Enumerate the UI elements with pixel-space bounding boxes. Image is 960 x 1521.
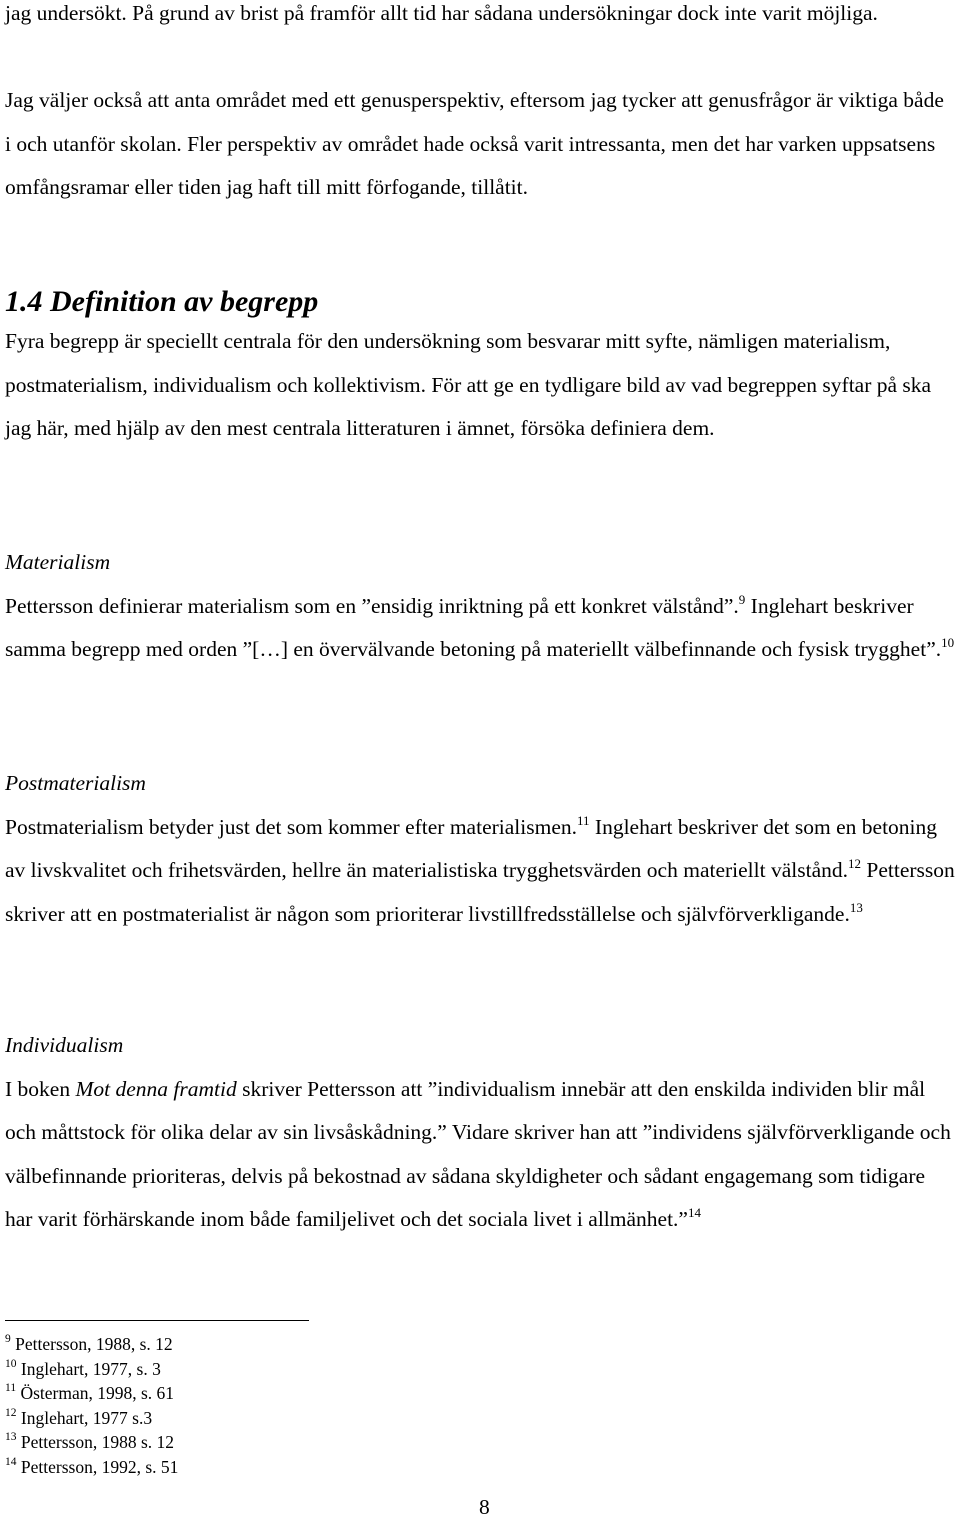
individualism-text-1: I boken (5, 1076, 76, 1101)
footnote-text: Pettersson, 1988 s. 12 (20, 1432, 174, 1452)
footnote-ref-10: 10 (941, 635, 955, 650)
materialism-paragraph (5, 585, 955, 672)
section-intro-paragraph: Fyra begrepp är speciellt centrala för den undersökning som besvarar mitt syfte, nämligen materialism, postmaterialism, individualism och kollektivism. För att ge en tydligare bild av vad begreppen syftar på ska jag här, med hjälp av den mest centrala litteraturen i ämnet, försöka definiera dem. (5, 329, 932, 440)
materialism-block (5, 541, 955, 672)
footnote-text: Pettersson, 1988, s. 12 (15, 1334, 173, 1354)
page-number: 8 (479, 1495, 490, 1519)
postmaterialism-text-3: Pettersson skriver att en postmaterialist är någon som prioriterar livstillfredsställelse och självförverkligande. (5, 858, 955, 926)
footnote-number: 14 (5, 1455, 17, 1468)
footnote-item (5, 1455, 605, 1480)
intro-block (5, 0, 955, 210)
footnote-item (5, 1430, 605, 1455)
footnote-divider (5, 1320, 309, 1321)
footnote-number: 13 (5, 1431, 17, 1443)
materialism-heading: Materialism (5, 550, 111, 574)
footnote-number: 10 (5, 1357, 17, 1370)
intro-paragraph-2: Jag väljer också att anta området med ett genusperspektiv, eftersom jag tycker att genusfrågor är viktiga både i och utanför skolan. Fler perspektiv av området hade också varit intressanta, men det har varken uppsatsens omfångsramar eller tiden jag haft till mitt förfogande, tillåtit. (5, 88, 944, 199)
footnotes-list (5, 1332, 605, 1479)
footnote-ref-14: 14 (687, 1205, 701, 1220)
footnote-item (5, 1381, 605, 1406)
book-title: Mot denna framtid (75, 1076, 237, 1101)
individualism-heading: Individualism (5, 1033, 124, 1057)
materialism-text-2: Inglehart beskriver samma begrepp med orden ”[…] en övervälvande betoning på materiellt välbefinnande och fysisk trygghet”. (5, 593, 942, 661)
postmaterialism-paragraph (5, 806, 955, 937)
footnote-item (5, 1332, 605, 1357)
footnote-text: Inglehart, 1977, s. 3 (20, 1358, 161, 1379)
footnote-number: 11 (5, 1382, 17, 1394)
footnote-text: Inglehart, 1977 s.3 (20, 1407, 153, 1428)
section-heading: 1.4 Definition av begrepp (5, 285, 319, 318)
intro-paragraph-1: jag undersökt. På grund av brist på framför allt tid har sådana undersökningar dock inte varit möjliga. (5, 1, 878, 25)
footnote-ref-11: 11 (577, 812, 590, 828)
footnote-ref-13: 13 (849, 899, 863, 915)
materialism-text-1: Pettersson definierar materialism som en ”ensidig inriktning på ett konkret välstånd”. (5, 593, 739, 618)
footnote-text: Pettersson, 1992, s. 51 (20, 1456, 179, 1477)
footnote-ref-9: 9 (738, 591, 746, 607)
footnote-item (5, 1406, 605, 1431)
individualism-block (5, 1024, 955, 1242)
individualism-paragraph (5, 1068, 955, 1242)
footnote-number: 9 (5, 1333, 11, 1345)
footnote-ref-12: 12 (848, 856, 861, 871)
postmaterialism-heading: Postmaterialism (5, 771, 146, 795)
postmaterialism-block (5, 762, 955, 936)
footnote-text: Österman, 1998, s. 61 (20, 1383, 175, 1403)
footnote-item (5, 1357, 605, 1382)
section-definitions (5, 284, 955, 451)
postmaterialism-text-1: Postmaterialism betyder just det som kommer efter materialismen. (5, 814, 577, 839)
postmaterialism-text-2: Inglehart beskriver det som en betoning av livskvalitet och frihetsvärden, hellre än materialistiska trygghetsvärden och materiellt välstånd. (5, 814, 938, 882)
footnote-number: 12 (5, 1406, 17, 1419)
individualism-text-2: skriver Pettersson att ”individualism innebär att den enskilda individen blir mål och måttstock för olika delar av sin livsåskådning.” Vidare skriver han att ”individens självförverkligande och välbefinnande prioriteras, delvis på bekostnad av sådana skyldigheter och sådant engagemang som tidigare har varit förhärskande inom både familjelivet och det sociala livet i allmänhet.” (5, 1076, 951, 1231)
